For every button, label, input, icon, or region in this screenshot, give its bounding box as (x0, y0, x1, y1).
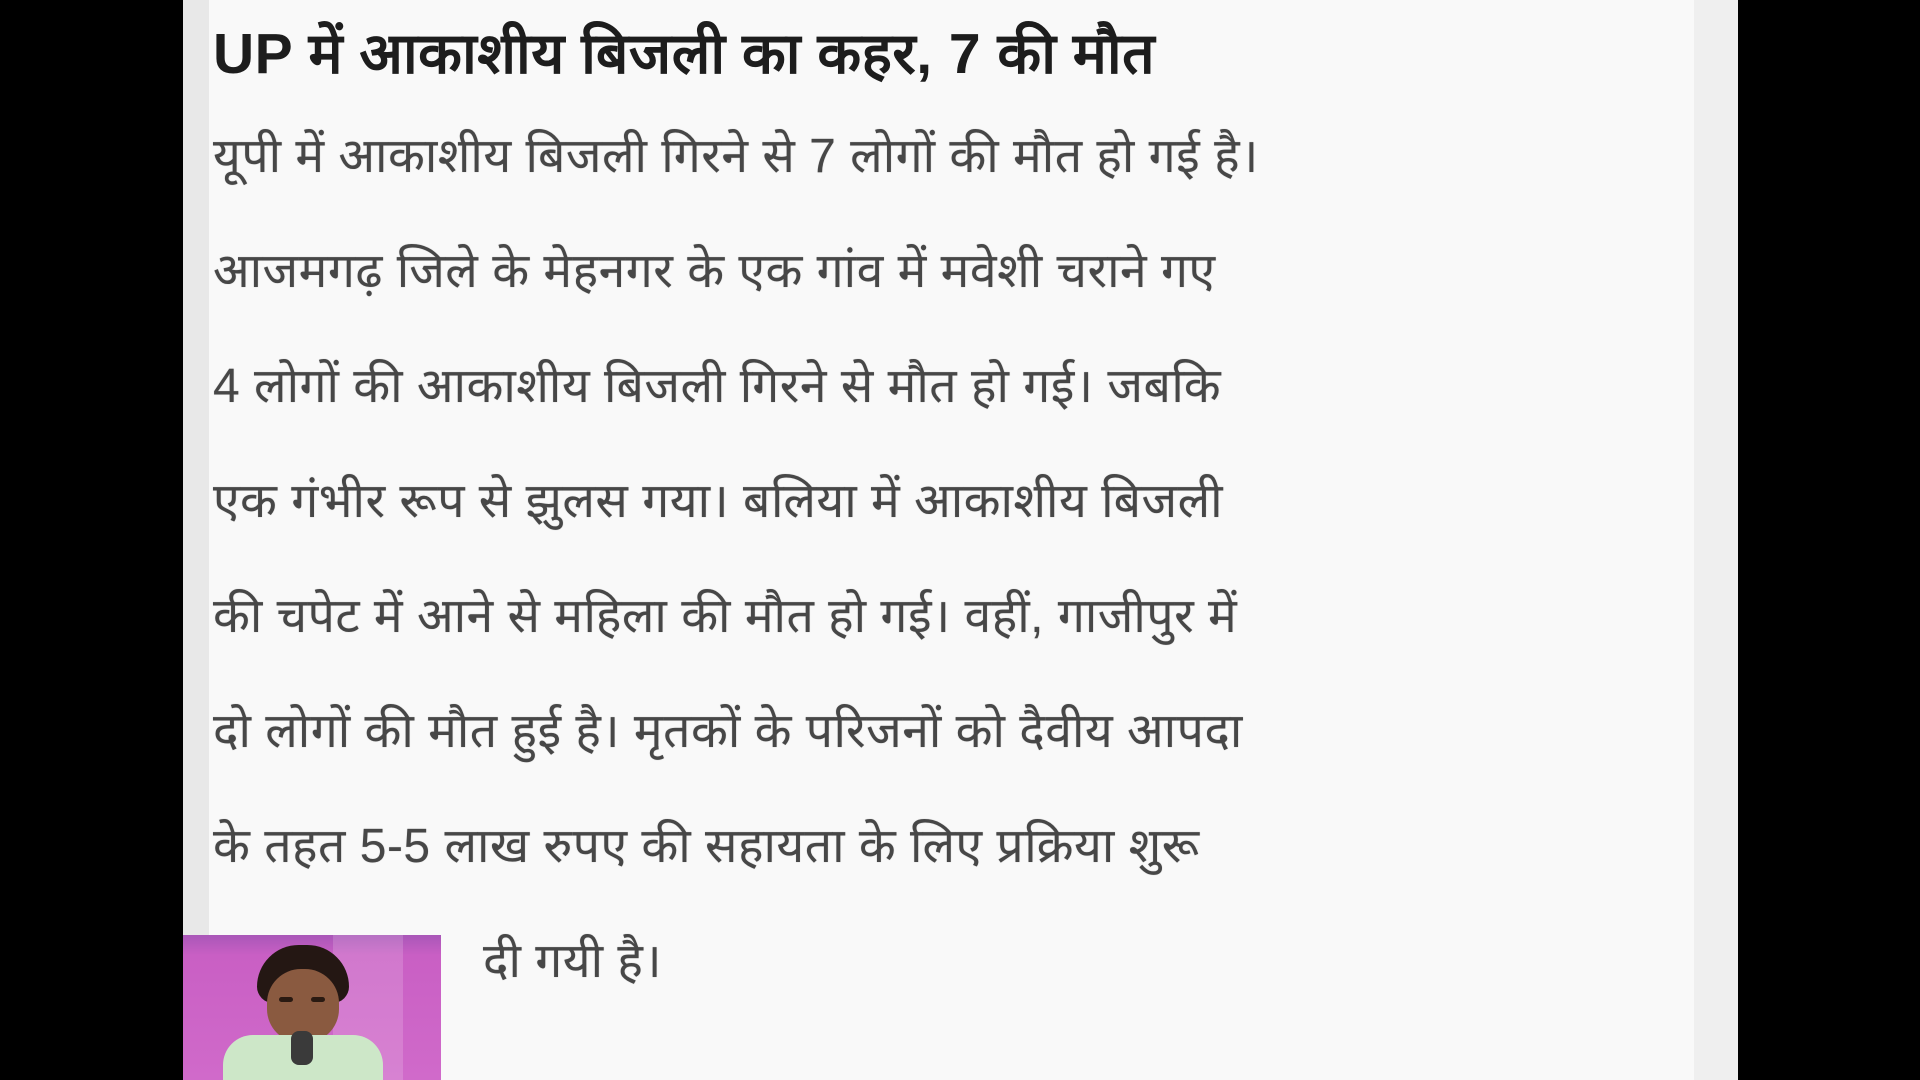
microphone-icon (291, 1031, 313, 1065)
article-line-1: यूपी में आकाशीय बिजली गिरने से 7 लोगों की मौत हो गई है। (213, 130, 1259, 183)
article-title: UP में आकाशीय बिजली का कहर, 7 की मौत (213, 22, 1156, 86)
article-line-2: आजमगढ़ जिले के मेहनगर के एक गांव में मवेशी चराने गए (213, 245, 1216, 298)
anchor-eye-left (279, 997, 293, 1002)
article-line-8: दी गयी है। (483, 935, 663, 988)
article-line-6: दो लोगों की मौत हुई है। मृतकों के परिजनों को दैवीय आपदा (213, 705, 1243, 758)
anchor-eye-right (311, 997, 325, 1002)
page-right-margin (1694, 0, 1738, 1080)
article-line-5: की चपेट में आने से महिला की मौत हो गई। वहीं, गाजीपुर में (213, 590, 1238, 643)
article-line-7: के तहत 5-5 लाख रुपए की सहायता के लिए प्रक्रिया शुरू (213, 820, 1200, 873)
page-left-margin (183, 0, 209, 1080)
anchor-video-inset (183, 935, 441, 1080)
article-line-3: 4 लोगों की आकाशीय बिजली गिरने से मौत हो गई। जबकि (213, 360, 1222, 413)
article-page (183, 0, 1738, 1080)
article-line-4: एक गंभीर रूप से झुलस गया। बलिया में आकाशीय बिजली (213, 475, 1224, 528)
